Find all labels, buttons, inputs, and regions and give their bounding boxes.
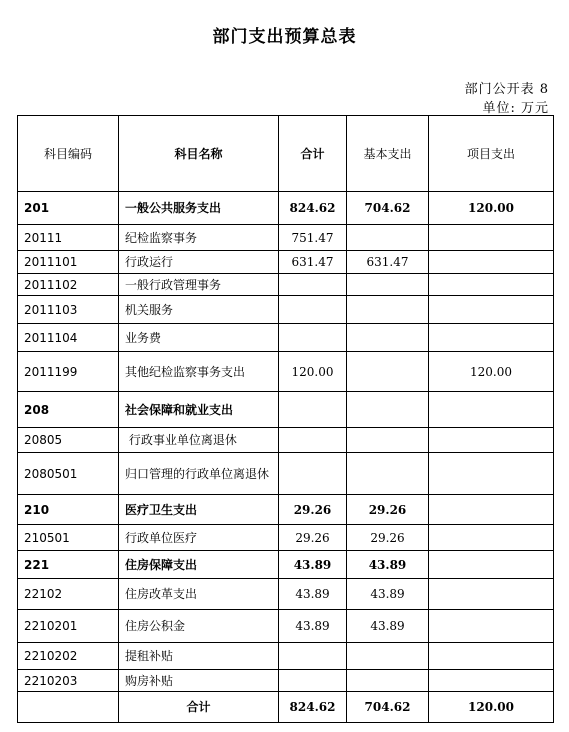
cell-project [429,525,554,551]
table-row [18,225,554,251]
cell-name: 一般行政管理事务 [119,274,279,296]
cell-project [429,225,554,251]
cell-code: 2011199 [18,352,119,392]
table-row [18,352,554,392]
table-row [18,192,554,225]
cell-basic [347,428,429,453]
cell-code: 208 [18,392,119,428]
cell-total: 824.62 [279,192,347,225]
cell-name: 社会保障和就业支出 [119,392,279,428]
cell-code: 2011104 [18,324,119,352]
cell-code: 22102 [18,579,119,610]
cell-basic: 29.26 [347,525,429,551]
cell-total: 29.26 [279,525,347,551]
cell-project [429,495,554,525]
cell-total: 43.89 [279,610,347,643]
cell-name: 一般公共服务支出 [119,192,279,225]
cell-total [279,453,347,495]
total-label: 合计 [119,692,279,723]
unit-label: 单位: 万元 [482,101,549,116]
cell-project [429,392,554,428]
cell-code: 2210201 [18,610,119,643]
table-row [18,296,554,324]
cell-total: 751.47 [279,225,347,251]
table-row [18,453,554,495]
cell-basic: 704.62 [347,192,429,225]
cell-name: 医疗卫生支出 [119,495,279,525]
cell-total: 29.26 [279,495,347,525]
table-row [18,525,554,551]
cell-project [429,579,554,610]
cell-total [279,324,347,352]
cell-name: 归口管理的行政单位离退休 [119,453,279,495]
header-basic: 基本支出 [347,116,429,192]
cell-name: 提租补贴 [119,643,279,670]
cell-name: 住房改革支出 [119,579,279,610]
cell-basic [347,352,429,392]
cell-code: 2011103 [18,296,119,324]
cell-basic: 43.89 [347,579,429,610]
cell-total [279,296,347,324]
table-total-row [18,692,554,723]
total-project: 120.00 [429,692,554,723]
table-row [18,579,554,610]
header-total: 合计 [279,116,347,192]
cell-project: 120.00 [429,192,554,225]
cell-code: 20111 [18,225,119,251]
table-header-row [18,116,554,192]
header-name: 科目名称 [119,116,279,192]
cell-code: 2210202 [18,643,119,670]
table-row [18,324,554,352]
cell-code: 2080501 [18,453,119,495]
table-row [18,392,554,428]
cell-name: 住房保障支出 [119,551,279,579]
cell-code: 221 [18,551,119,579]
table-row [18,551,554,579]
header-project: 项目支出 [429,116,554,192]
cell-project [429,551,554,579]
cell-total [279,670,347,692]
cell-code: 2011101 [18,251,119,274]
table-number: 部门公开表 8 [464,82,549,97]
cell-total [279,643,347,670]
cell-basic: 29.26 [347,495,429,525]
table-row [18,643,554,670]
cell-total [279,392,347,428]
cell-name: 其他纪检监察事务支出 [119,352,279,392]
cell-project [429,643,554,670]
cell-name: 业务费 [119,324,279,352]
table-row [18,610,554,643]
cell-basic: 43.89 [347,610,429,643]
cell-name: 纪检监察事务 [119,225,279,251]
cell-total: 43.89 [279,579,347,610]
cell-code: 201 [18,192,119,225]
table-row [18,428,554,453]
budget-table [17,115,554,723]
cell-project [429,670,554,692]
cell-project [429,251,554,274]
cell-basic [347,670,429,692]
cell-total: 631.47 [279,251,347,274]
cell-total: 43.89 [279,551,347,579]
cell-name: 行政运行 [119,251,279,274]
cell-basic [347,296,429,324]
cell-total [279,274,347,296]
page-title: 部门支出预算总表 [212,27,357,47]
cell-project [429,428,554,453]
cell-name: 购房补贴 [119,670,279,692]
table-row [18,274,554,296]
cell-basic [347,453,429,495]
cell-project [429,296,554,324]
cell-name: 机关服务 [119,296,279,324]
cell-name: 行政事业单位离退休 [119,428,279,453]
cell-project [429,610,554,643]
header-code: 科目编码 [18,116,119,192]
cell-code: 2011102 [18,274,119,296]
cell-basic [347,643,429,670]
cell-basic: 43.89 [347,551,429,579]
cell-basic: 631.47 [347,251,429,274]
cell-basic [347,225,429,251]
cell-total [279,428,347,453]
table-row [18,251,554,274]
cell-code: 20805 [18,428,119,453]
cell-name: 行政单位医疗 [119,525,279,551]
cell-code: 210 [18,495,119,525]
cell-basic [347,274,429,296]
table-row [18,670,554,692]
cell-code: 2210203 [18,670,119,692]
cell-basic [347,392,429,428]
cell-project [429,453,554,495]
cell-project: 120.00 [429,352,554,392]
table-row [18,495,554,525]
cell-project [429,324,554,352]
cell-project [429,274,554,296]
cell-name: 住房公积金 [119,610,279,643]
cell-code [18,692,119,723]
cell-total: 120.00 [279,352,347,392]
total-sum: 824.62 [279,692,347,723]
cell-basic [347,324,429,352]
cell-code: 210501 [18,525,119,551]
total-basic: 704.62 [347,692,429,723]
